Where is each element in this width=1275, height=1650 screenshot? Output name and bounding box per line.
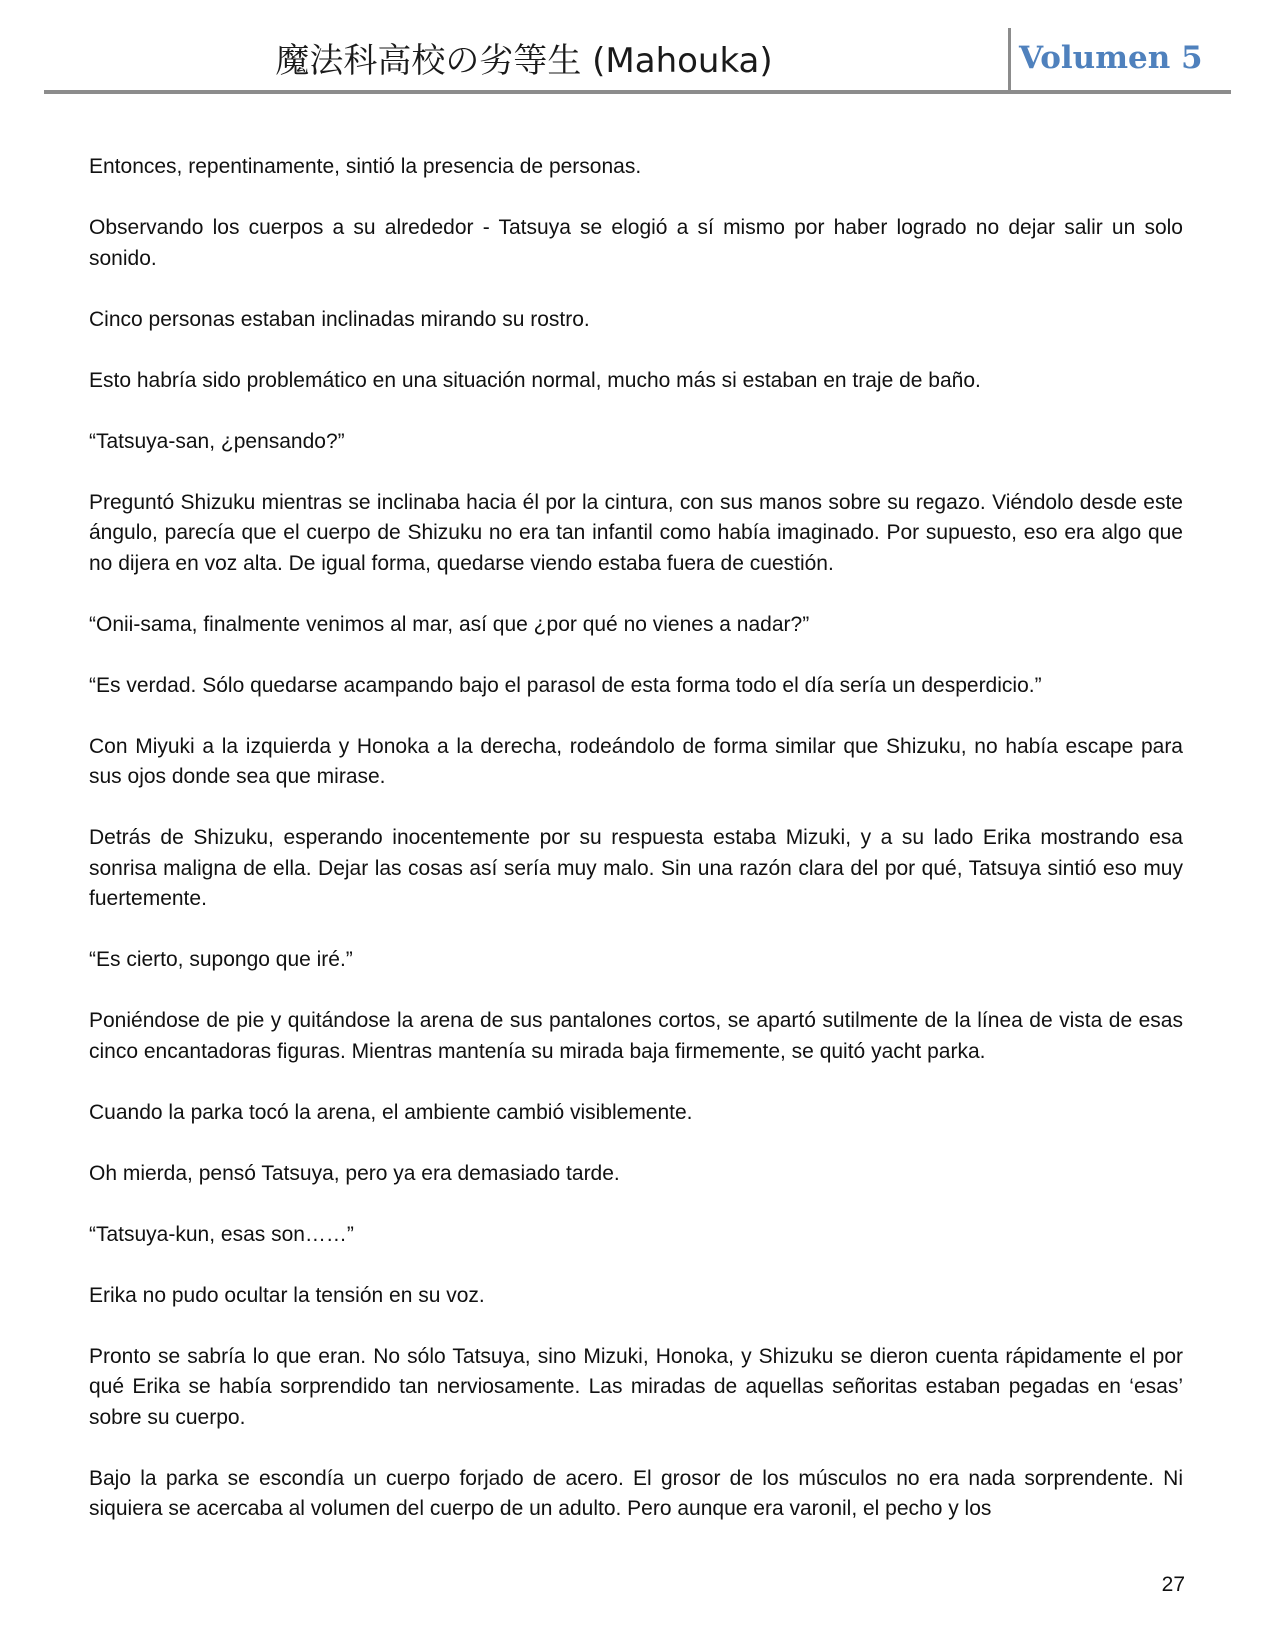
paragraph: “Tatsuya-san, ¿pensando?” — [89, 429, 345, 453]
paragraph: Detrás de Shizuku, esperando inocentemente por su respuesta estaba Mizuki, y a su lado Erika mostrando esa sonrisa maligna de ella. Dejar las cosas así sería muy malo. Sin una razón clara del por qué, Tatsuya sintió eso muy fuertemente. — [89, 826, 1183, 910]
paragraph: “Es cierto, supongo que iré.” — [89, 948, 353, 971]
paragraph: Pronto se sabría lo que eran. No sólo Tatsuya, sino Mizuki, Honoka, y Shizuku se dieron cuenta rápidamente el por qué Erika se había sorprendido tan nerviosamente. Las miradas de aquellas señoritas estaban pegadas en ‘esas’ sobre su cuerpo. — [89, 1344, 1183, 1429]
paragraph: Bajo la parka se escondía un cuerpo forjado de acero. El grosor de los músculos no era nada sorprendente. Ni siquiera se acercaba al volumen del cuerpo de un adulto. Pero aunque era varonil, el pecho y los — [89, 1466, 1183, 1520]
paragraph: “Es verdad. Sólo quedarse acampando bajo el parasol de esta forma todo el día sería un desperdicio.” — [89, 673, 1042, 697]
paragraph: Observando los cuerpos a su alrededor - Tatsuya se elogió a sí mismo por haber logrado no dejar salir un solo sonido. — [89, 216, 1183, 270]
header-rule — [44, 90, 1231, 94]
paragraph: Esto habría sido problemático en una situación normal, mucho más si estaban en traje de baño. — [89, 368, 981, 392]
paragraph: Oh mierda, pensó Tatsuya, pero ya era demasiado tarde. — [89, 1161, 620, 1185]
header-divider — [1008, 28, 1011, 92]
paragraph: Cinco personas estaban inclinadas mirando su rostro. — [89, 307, 590, 331]
body-text — [89, 152, 1183, 1555]
paragraph: Entonces, repentinamente, sintió la presencia de personas. — [89, 155, 642, 178]
page-number: 27 — [1161, 1573, 1185, 1596]
page-header — [44, 28, 1231, 94]
paragraph: “Onii-sama, finalmente venimos al mar, así que ¿por qué no vienes a nadar?” — [89, 612, 810, 636]
book-title: 魔法科高校の劣等生 (Mahouka) — [275, 41, 773, 81]
paragraph: Con Miyuki a la izquierda y Honoka a la derecha, rodeándolo de forma similar que Shizuku, no había escape para sus ojos donde sea que mirase. — [89, 734, 1183, 788]
paragraph: Cuando la parka tocó la arena, el ambiente cambió visiblemente. — [89, 1100, 693, 1124]
volume-label: Volumen 5 — [1019, 40, 1203, 76]
paragraph: Preguntó Shizuku mientras se inclinaba hacia él por la cintura, con sus manos sobre su regazo. Viéndolo desde este ángulo, parecía que el cuerpo de Shizuku no era tan infantil como había imaginado. Por supuesto, eso era algo que no dijera en voz alta. De igual forma, quedarse viendo estaba fuera de cuestión. — [89, 490, 1183, 575]
paragraph: Poniéndose de pie y quitándose la arena de sus pantalones cortos, se apartó sutilmente de la línea de vista de esas cinco encantadoras figuras. Mientras mantenía su mirada baja firmemente, se quitó yacht parka. — [89, 1009, 1183, 1063]
paragraph: Erika no pudo ocultar la tensión en su voz. — [89, 1283, 485, 1307]
paragraph: “Tatsuya-kun, esas son……” — [89, 1222, 354, 1246]
